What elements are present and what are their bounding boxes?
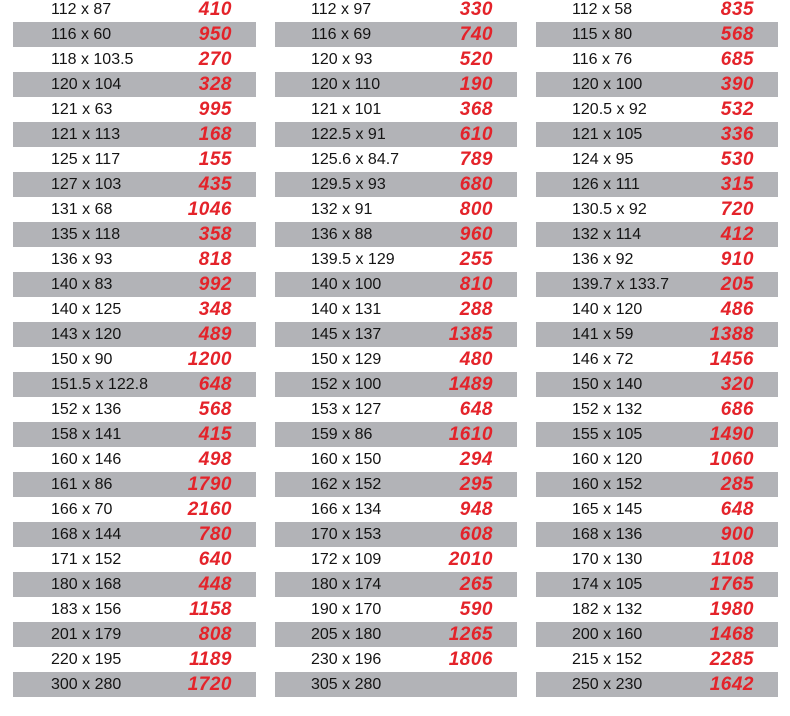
table-row (536, 347, 778, 372)
size-cell: 112 x 87 (51, 0, 112, 18)
size-cell: 136 x 88 (311, 225, 373, 243)
table-row (13, 0, 256, 22)
price-cell: 1388 (709, 323, 754, 345)
price-cell: 155 (198, 148, 232, 170)
table-row (13, 72, 256, 97)
price-cell: 995 (198, 98, 232, 120)
size-cell: 180 x 168 (51, 575, 122, 593)
table-row (275, 47, 517, 72)
size-cell: 120 x 110 (311, 75, 381, 93)
price-cell: 640 (198, 548, 232, 570)
price-cell: 648 (459, 398, 493, 420)
price-cell: 368 (459, 98, 493, 120)
price-cell: 358 (198, 223, 232, 245)
table-row (13, 397, 256, 422)
table-row (536, 322, 778, 347)
size-cell: 122.5 x 91 (311, 125, 386, 143)
size-cell: 182 x 132 (572, 600, 643, 618)
table-row (536, 547, 778, 572)
table-row (536, 622, 778, 647)
table-row (275, 272, 517, 297)
table-row (275, 222, 517, 247)
table-row (13, 622, 256, 647)
price-cell: 168 (198, 123, 232, 145)
table-row (13, 247, 256, 272)
size-cell: 131 x 68 (51, 200, 113, 218)
size-cell: 143 x 120 (51, 325, 122, 343)
price-cell: 680 (459, 173, 493, 195)
table-row (13, 347, 256, 372)
size-cell: 121 x 101 (311, 100, 382, 118)
table-row (275, 197, 517, 222)
table-row (536, 97, 778, 122)
price-cell: 648 (198, 373, 232, 395)
size-cell: 120 x 104 (51, 75, 122, 93)
table-row (275, 372, 517, 397)
size-cell: 130.5 x 92 (572, 200, 647, 218)
price-cell: 648 (720, 498, 754, 520)
size-cell: 118 x 103.5 (51, 50, 134, 68)
size-cell: 140 x 83 (51, 275, 113, 293)
size-cell: 166 x 70 (51, 500, 113, 518)
size-cell: 140 x 120 (572, 300, 643, 318)
price-cell: 789 (459, 148, 493, 170)
table-row (13, 522, 256, 547)
size-cell: 126 x 111 (572, 175, 640, 193)
size-cell: 121 x 105 (572, 125, 643, 143)
table-row (275, 72, 517, 97)
table-row (13, 47, 256, 72)
size-cell: 116 x 76 (572, 50, 633, 68)
table-row (536, 472, 778, 497)
size-cell: 152 x 100 (311, 375, 382, 393)
price-cell: 992 (198, 273, 232, 295)
table-row (13, 147, 256, 172)
size-cell: 205 x 180 (311, 625, 382, 643)
table-row (536, 72, 778, 97)
size-cell: 120.5 x 92 (572, 100, 647, 118)
price-cell: 285 (720, 473, 754, 495)
size-cell: 120 x 100 (572, 75, 643, 93)
price-cell: 295 (459, 473, 493, 495)
price-cell: 1046 (187, 198, 232, 220)
table-row (13, 122, 256, 147)
price-cell: 810 (459, 273, 493, 295)
price-cell: 910 (720, 248, 754, 270)
table-row (536, 497, 778, 522)
table-row (275, 472, 517, 497)
price-cell: 328 (198, 73, 232, 95)
size-price-column-1 (13, 0, 256, 697)
size-cell: 168 x 136 (572, 525, 643, 543)
price-cell: 1468 (709, 623, 754, 645)
table-row (13, 672, 256, 697)
price-cell: 205 (720, 273, 754, 295)
size-cell: 136 x 92 (572, 250, 634, 268)
price-cell: 520 (459, 48, 493, 70)
size-cell: 112 x 97 (311, 0, 372, 18)
price-cell: 336 (720, 123, 754, 145)
price-cell: 1200 (187, 348, 232, 370)
table-row (13, 572, 256, 597)
size-cell: 230 x 196 (311, 650, 382, 668)
price-cell: 608 (459, 523, 493, 545)
size-cell: 150 x 90 (51, 350, 113, 368)
size-cell: 153 x 127 (311, 400, 382, 418)
size-cell: 140 x 100 (311, 275, 382, 293)
size-cell: 112 x 58 (572, 0, 633, 18)
size-cell: 201 x 179 (51, 625, 122, 643)
size-price-column-2 (275, 0, 517, 697)
table-row (536, 247, 778, 272)
table-row (536, 397, 778, 422)
size-cell: 116 x 69 (311, 25, 372, 43)
size-cell: 135 x 118 (51, 225, 121, 243)
price-cell: 1489 (448, 373, 493, 395)
price-cell: 1265 (448, 623, 493, 645)
table-row (536, 47, 778, 72)
size-cell: 300 x 280 (51, 675, 122, 693)
table-row (13, 547, 256, 572)
table-row (13, 322, 256, 347)
size-cell: 151.5 x 122.8 (51, 375, 148, 393)
price-cell: 568 (198, 398, 232, 420)
price-cell: 498 (198, 448, 232, 470)
price-cell: 808 (198, 623, 232, 645)
price-cell: 818 (198, 248, 232, 270)
table-row (536, 272, 778, 297)
table-row (13, 597, 256, 622)
price-cell: 1642 (709, 673, 754, 695)
table-row (536, 522, 778, 547)
table-row (536, 572, 778, 597)
price-cell: 1060 (709, 448, 754, 470)
table-row (13, 197, 256, 222)
table-row (13, 447, 256, 472)
price-cell: 435 (198, 173, 232, 195)
price-cell: 330 (459, 0, 493, 20)
table-row (536, 222, 778, 247)
table-row (275, 322, 517, 347)
price-cell: 1765 (709, 573, 754, 595)
size-cell: 152 x 132 (572, 400, 643, 418)
size-cell: 161 x 86 (51, 475, 113, 493)
size-cell: 150 x 140 (572, 375, 643, 393)
table-row (13, 422, 256, 447)
size-cell: 160 x 120 (572, 450, 643, 468)
size-cell: 136 x 93 (51, 250, 113, 268)
size-cell: 162 x 152 (311, 475, 382, 493)
size-cell: 160 x 152 (572, 475, 643, 493)
size-cell: 139.7 x 133.7 (572, 275, 669, 293)
table-row (275, 547, 517, 572)
price-cell: 2285 (709, 648, 754, 670)
price-cell: 2010 (448, 548, 493, 570)
price-cell: 390 (720, 73, 754, 95)
size-cell: 141 x 59 (572, 325, 634, 343)
size-cell: 121 x 113 (51, 125, 121, 143)
table-row (275, 122, 517, 147)
table-row (275, 522, 517, 547)
size-cell: 305 x 280 (311, 675, 382, 693)
size-cell: 124 x 95 (572, 150, 634, 168)
price-cell: 960 (459, 223, 493, 245)
table-row (13, 97, 256, 122)
size-cell: 160 x 150 (311, 450, 382, 468)
table-row (536, 147, 778, 172)
price-cell: 415 (198, 423, 232, 445)
price-cell: 610 (459, 123, 493, 145)
price-cell: 288 (459, 298, 493, 320)
price-cell: 265 (459, 573, 493, 595)
price-cell: 780 (198, 523, 232, 545)
table-row (536, 172, 778, 197)
size-cell: 190 x 170 (311, 600, 382, 618)
table-row (275, 422, 517, 447)
table-row (275, 572, 517, 597)
size-cell: 115 x 80 (572, 25, 633, 43)
price-cell: 1158 (189, 598, 232, 620)
price-cell: 948 (459, 498, 493, 520)
size-cell: 160 x 146 (51, 450, 122, 468)
table-row (13, 497, 256, 522)
price-cell: 686 (720, 398, 754, 420)
price-cell: 530 (720, 148, 754, 170)
price-cell: 315 (720, 173, 754, 195)
table-row (275, 22, 517, 47)
table-row (536, 672, 778, 697)
size-cell: 125.6 x 84.7 (311, 150, 400, 168)
price-cell: 1720 (187, 673, 232, 695)
size-cell: 165 x 145 (572, 500, 643, 518)
price-cell: 950 (198, 23, 232, 45)
price-cell: 448 (198, 573, 232, 595)
price-cell: 532 (720, 98, 754, 120)
size-cell: 215 x 152 (572, 650, 643, 668)
table-row (275, 247, 517, 272)
price-cell: 685 (720, 48, 754, 70)
price-cell: 1806 (448, 648, 493, 670)
size-cell: 158 x 141 (51, 425, 122, 443)
price-cell: 348 (198, 298, 232, 320)
table-row (275, 622, 517, 647)
size-cell: 145 x 137 (311, 325, 382, 343)
table-row (13, 372, 256, 397)
price-cell: 270 (198, 48, 232, 70)
size-cell: 129.5 x 93 (311, 175, 386, 193)
table-row (13, 22, 256, 47)
table-row (536, 297, 778, 322)
size-cell: 159 x 86 (311, 425, 373, 443)
price-cell: 1980 (709, 598, 754, 620)
size-cell: 120 x 93 (311, 50, 373, 68)
size-cell: 121 x 63 (51, 100, 113, 118)
size-cell: 132 x 91 (311, 200, 373, 218)
table-row (275, 0, 517, 22)
price-cell: 1108 (711, 548, 754, 570)
size-cell: 171 x 152 (51, 550, 122, 568)
price-cell: 489 (198, 323, 232, 345)
table-row (275, 672, 517, 697)
table-row (13, 272, 256, 297)
price-cell: 568 (720, 23, 754, 45)
price-cell: 294 (459, 448, 493, 470)
price-cell: 1189 (189, 648, 232, 670)
price-cell: 480 (459, 348, 493, 370)
price-cell: 1790 (187, 473, 232, 495)
table-row (536, 447, 778, 472)
table-row (536, 422, 778, 447)
price-cell: 835 (720, 0, 754, 20)
price-cell: 1456 (709, 348, 754, 370)
size-cell: 170 x 130 (572, 550, 643, 568)
table-row (275, 447, 517, 472)
price-cell: 740 (459, 23, 493, 45)
price-cell: 800 (459, 198, 493, 220)
table-row (275, 97, 517, 122)
size-cell: 125 x 117 (51, 150, 121, 168)
size-cell: 140 x 131 (311, 300, 382, 318)
price-cell: 2160 (187, 498, 232, 520)
size-cell: 155 x 105 (572, 425, 643, 443)
size-cell: 132 x 114 (572, 225, 642, 243)
size-cell: 116 x 60 (51, 25, 112, 43)
price-cell: 255 (459, 248, 493, 270)
size-cell: 220 x 195 (51, 650, 122, 668)
table-row (275, 597, 517, 622)
price-cell: 190 (459, 73, 493, 95)
size-cell: 139.5 x 129 (311, 250, 395, 268)
table-row (275, 497, 517, 522)
price-cell: 412 (720, 223, 754, 245)
table-row (13, 172, 256, 197)
price-cell: 1610 (448, 423, 493, 445)
size-cell: 183 x 156 (51, 600, 122, 618)
price-cell: 486 (720, 298, 754, 320)
table-row (536, 372, 778, 397)
size-cell: 140 x 125 (51, 300, 122, 318)
size-cell: 166 x 134 (311, 500, 382, 518)
price-cell: 900 (720, 523, 754, 545)
price-cell: 590 (459, 598, 493, 620)
size-cell: 152 x 136 (51, 400, 122, 418)
table-row (275, 347, 517, 372)
table-row (536, 122, 778, 147)
table-row (536, 647, 778, 672)
table-row (13, 222, 256, 247)
size-price-column-3 (536, 0, 778, 697)
size-cell: 168 x 144 (51, 525, 122, 543)
table-row (275, 297, 517, 322)
table-row (536, 597, 778, 622)
price-cell: 720 (720, 198, 754, 220)
table-row (275, 172, 517, 197)
size-cell: 150 x 129 (311, 350, 382, 368)
size-cell: 250 x 230 (572, 675, 643, 693)
size-cell: 180 x 174 (311, 575, 382, 593)
table-row (536, 197, 778, 222)
table-row (13, 647, 256, 672)
table-row (13, 297, 256, 322)
price-cell: 320 (720, 373, 754, 395)
price-cell: 1490 (709, 423, 754, 445)
size-cell: 174 x 105 (572, 575, 643, 593)
price-cell: 410 (198, 0, 232, 20)
table-row (536, 22, 778, 47)
table-row (13, 472, 256, 497)
table-row (536, 0, 778, 22)
table-row (275, 647, 517, 672)
table-row (275, 397, 517, 422)
size-cell: 170 x 153 (311, 525, 382, 543)
size-cell: 146 x 72 (572, 350, 634, 368)
price-cell: 1385 (448, 323, 493, 345)
size-cell: 172 x 109 (311, 550, 382, 568)
size-cell: 200 x 160 (572, 625, 643, 643)
table-row (275, 147, 517, 172)
size-cell: 127 x 103 (51, 175, 122, 193)
